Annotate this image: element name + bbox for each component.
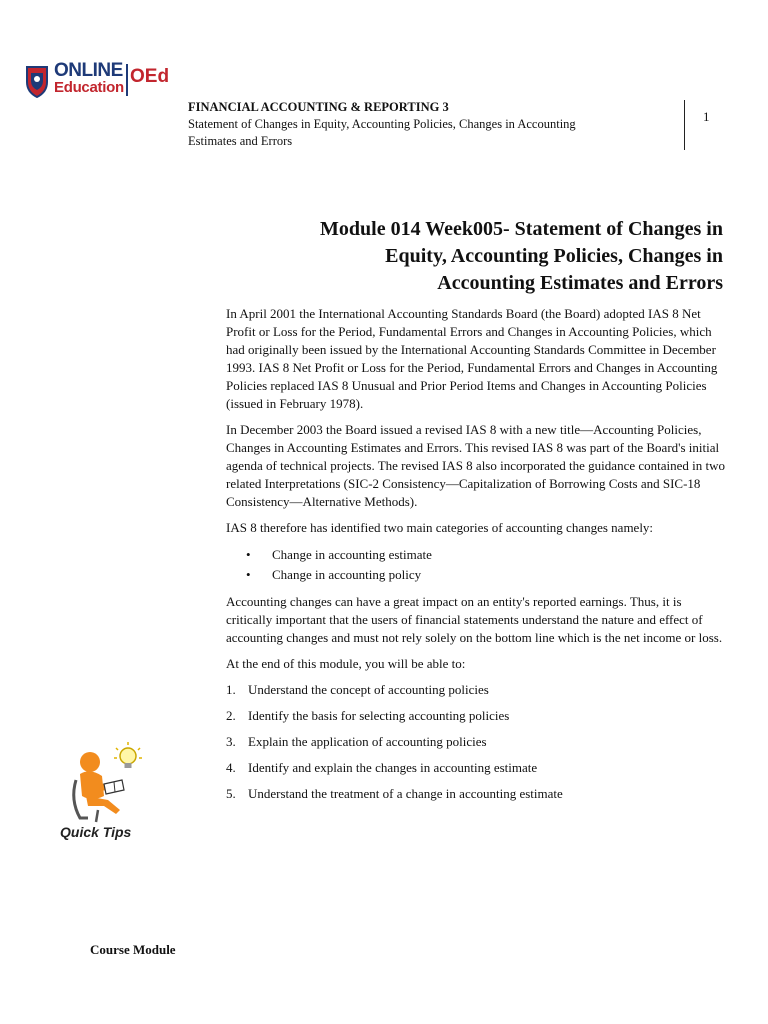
categories-list [226,545,726,585]
paragraph-objectives-intro: At the end of this module, you will be able to: [226,656,466,671]
list-item [226,733,726,759]
objective-text: Understand the treatment of a change in accounting estimate [248,786,563,801]
objective-number: 5. [226,786,236,801]
paragraph-categories: IAS 8 therefore has identified two main categories of accounting changes namely: [226,520,654,535]
quick-tips-illustration [58,740,158,848]
objectives-list [226,681,726,811]
module-title [220,216,723,297]
crest-icon [24,64,50,98]
objective-text: Identify and explain the changes in accounting estimate [248,760,538,775]
module-title-line2: Equity, Accounting Policies, Changes in [385,245,723,267]
course-title: FINANCIAL ACCOUNTING & REPORTING 3 [188,100,449,114]
objective-number: 1. [226,682,236,697]
logo-online-text: ONLINE [54,60,123,81]
objective-text: Explain the application of accounting policies [248,734,487,749]
lightbulb-icon [114,742,142,768]
quick-tips-label: Quick Tips [60,824,132,840]
list-item: • Change in accounting estimate [226,545,726,565]
objective-number: 3. [226,734,236,749]
module-title-line1: Module 014 Week005- Statement of Changes in [320,218,723,240]
paragraph-intro: In April 2001 the International Accounting Standards Board (the Board) adopted IAS 8 Net Profit or Loss for the Period, Fundamental Errors and Changes in Accounting Policies, which had originally been issued by the International Accounting Standards Committee in December 1993. IAS 8 Net Profit or Loss for the Period, Fundamental Errors and Changes in Accounting Policies replaced IAS 8 Unusual and Prior Period Items and Changes in Accounting Policies (issued in February 1978). [226,306,718,411]
list-item [226,681,726,707]
logo-oed-text: OEd [130,66,170,87]
header-subtitle-line1: Statement of Changes in Equity, Accounting Policies, Changes in Accounting [188,117,576,131]
list-item [226,759,726,785]
objective-number: 2. [226,708,236,723]
page-header [188,99,648,150]
list-item [226,707,726,733]
footer-course-module: Course Module [90,942,176,957]
objective-text: Understand the concept of accounting policies [248,682,489,697]
thinking-person-icon [58,740,158,824]
header-subtitle-line2: Estimates and Errors [188,134,293,148]
list-item [226,785,726,811]
module-title-line3: Accounting Estimates and Errors [437,272,723,294]
online-education-logo [24,62,174,102]
logo-education-text: Education [54,79,124,96]
paragraph-impact: Accounting changes can have a great impact on an entity's reported earnings. Thus, it is critically important that the users of financial statements understand the nature and effect of accounting changes and must not rely solely on the bottom line which is the net income or loss. [226,594,723,645]
paragraph-revision: In December 2003 the Board issued a revised IAS 8 with a new title—Accounting Policies, Changes in Accounting Estimates and Errors. This revised IAS 8 was part of the Board's initial agenda of technical projects. The revised IAS 8 also incorporated the guidance contained in two related Interpretations (SIC-2 Consistency—Capitalization of Borrowing Costs and SIC-18 Consistency—Alternative Methods). [226,422,726,509]
module-body [226,305,726,811]
objective-number: 4. [226,760,236,775]
list-item: • Change in accounting policy [226,565,726,585]
header-divider [684,100,685,150]
objective-text: Identify the basis for selecting accounting policies [248,708,510,723]
logo-divider [126,64,128,96]
page-number: 1 [703,109,710,124]
